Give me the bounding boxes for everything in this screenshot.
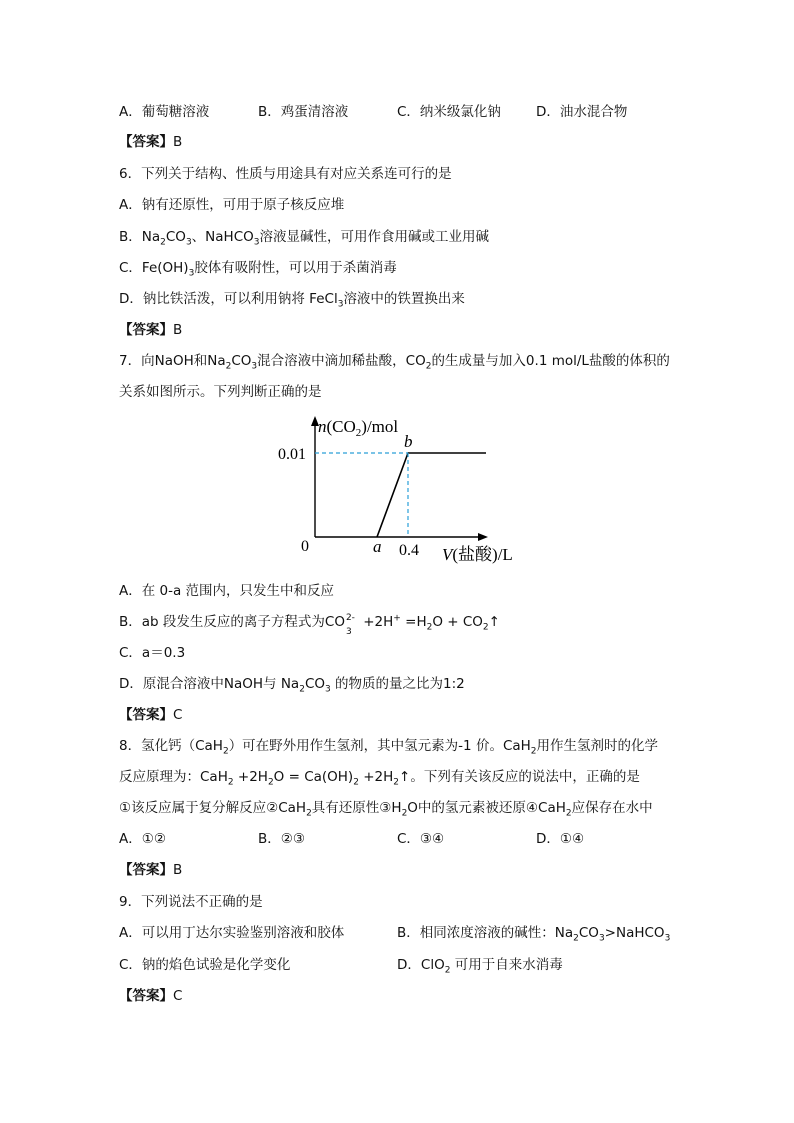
- q8-option-a: A．①②: [119, 831, 166, 847]
- answer-value: B: [173, 862, 183, 878]
- q6-stem: 6．下列关于结构、性质与用途具有对应关系连可行的是: [119, 166, 452, 182]
- q9-option-c: C．钠的焰色试验是化学变化: [119, 957, 291, 973]
- q8-answer: [119, 861, 182, 879]
- origin-label: 0: [301, 538, 309, 555]
- answer-value: C: [173, 988, 183, 1004]
- q5-option-b: B．鸡蛋清溶液: [258, 104, 349, 120]
- q9-option-a: A．可以用丁达尔实验鉴别溶液和胶体: [119, 925, 345, 941]
- q8-option-b: B．②③: [258, 831, 305, 847]
- answer-value: B: [173, 322, 183, 338]
- q8-statements: ①该反应属于复分解反应②CaH$_2$具有还原性$③H_2O$中的氢元素被还原④CaH$_2$应保存在水中: [119, 800, 653, 819]
- q8-option-c: C．③④: [397, 831, 445, 847]
- co2-curve: [377, 453, 486, 537]
- x-axis-arrow: [478, 533, 488, 541]
- q9-answer: [119, 987, 182, 1005]
- q8-stem-line2: 反应原理为：$CaH_2 +2H_2O = Ca(OH)_2$ $+2H_2↑$。下列有关该反应的说法中，正确的是: [119, 769, 640, 788]
- answer-value: B: [173, 134, 183, 150]
- q9-option-d: D．ClO$_2$ 可用于自来水消毒: [397, 957, 563, 976]
- q7-option-a: A．在 0-a 范围内，只发生中和反应: [119, 583, 335, 599]
- x-tick-label: 0.4: [399, 542, 419, 559]
- q9-stem: 9．下列说法不正确的是: [119, 894, 263, 910]
- q7-figure: [270, 410, 540, 570]
- point-b-label: b: [404, 432, 413, 451]
- q5-option-c: C．纳米级氯化钠: [397, 104, 501, 120]
- q8-option-d: D．①④: [536, 831, 585, 847]
- y-tick-label: 0.01: [278, 446, 306, 463]
- q6-option-a: A．钠有还原性，可用于原子核反应堆: [119, 197, 345, 213]
- q6-option-b: B．$Na_2CO_3$、NaHCO$_3$溶液显碱性，可用作食用碱或工业用碱: [119, 229, 489, 248]
- q6-option-d: D．钠比铁活泼，可以利用钠将 FeCl$_3$溶液中的铁置换出来: [119, 291, 465, 310]
- q7-option-c: C．a＝0.3: [119, 645, 186, 661]
- q6-option-c: C．$Fe(OH)_3$胶体有吸附性，可以用于杀菌消毒: [119, 260, 397, 279]
- q7-answer: [119, 706, 182, 724]
- q7-option-b: B．ab 段发生反应的离子方程式为CO 2- 3 $+2H^+ =H_2O$ + $CO_2↑$: [119, 613, 500, 637]
- q7-option-d: D．原混合溶液中NaOH与 $Na_2CO_3$ 的物质的量之比为1:2: [119, 676, 465, 695]
- answer-label: 【答案】: [119, 988, 173, 1004]
- answer-label: 【答案】: [119, 862, 173, 878]
- answer-label: 【答案】: [119, 134, 173, 150]
- q9-option-b: B．相同浓度溶液的碱性：$Na_2CO_3>NaHCO_3$: [397, 925, 671, 944]
- q5-option-d: D．油水混合物: [536, 104, 628, 120]
- answer-value: C: [173, 707, 183, 723]
- q5-answer: [119, 133, 182, 151]
- point-a-label: a: [373, 537, 382, 556]
- q7-stem-line2: 关系如图所示。下列判断正确的是: [119, 384, 322, 400]
- answer-label: 【答案】: [119, 707, 173, 723]
- q7-stem-line1: 7．向NaOH和$Na_2CO_3$混合溶液中滴加稀盐酸，$CO_2$的生成量与加入0.1 mol/L盐酸的体积的: [119, 353, 670, 372]
- q5-option-a: A．葡萄糖溶液: [119, 104, 210, 120]
- answer-label: 【答案】: [119, 322, 173, 338]
- x-axis-label: V(盐酸)/L: [442, 545, 513, 564]
- q8-stem-line1: 8．氢化钙（CaH$_2$）可在野外用作生氢剂，其中氢元素为-1 价。CaH$_2$用作生氢剂时的化学: [119, 738, 659, 757]
- q6-answer: [119, 321, 182, 339]
- y-axis-label: $n(CO_2)$/mol: [318, 417, 399, 439]
